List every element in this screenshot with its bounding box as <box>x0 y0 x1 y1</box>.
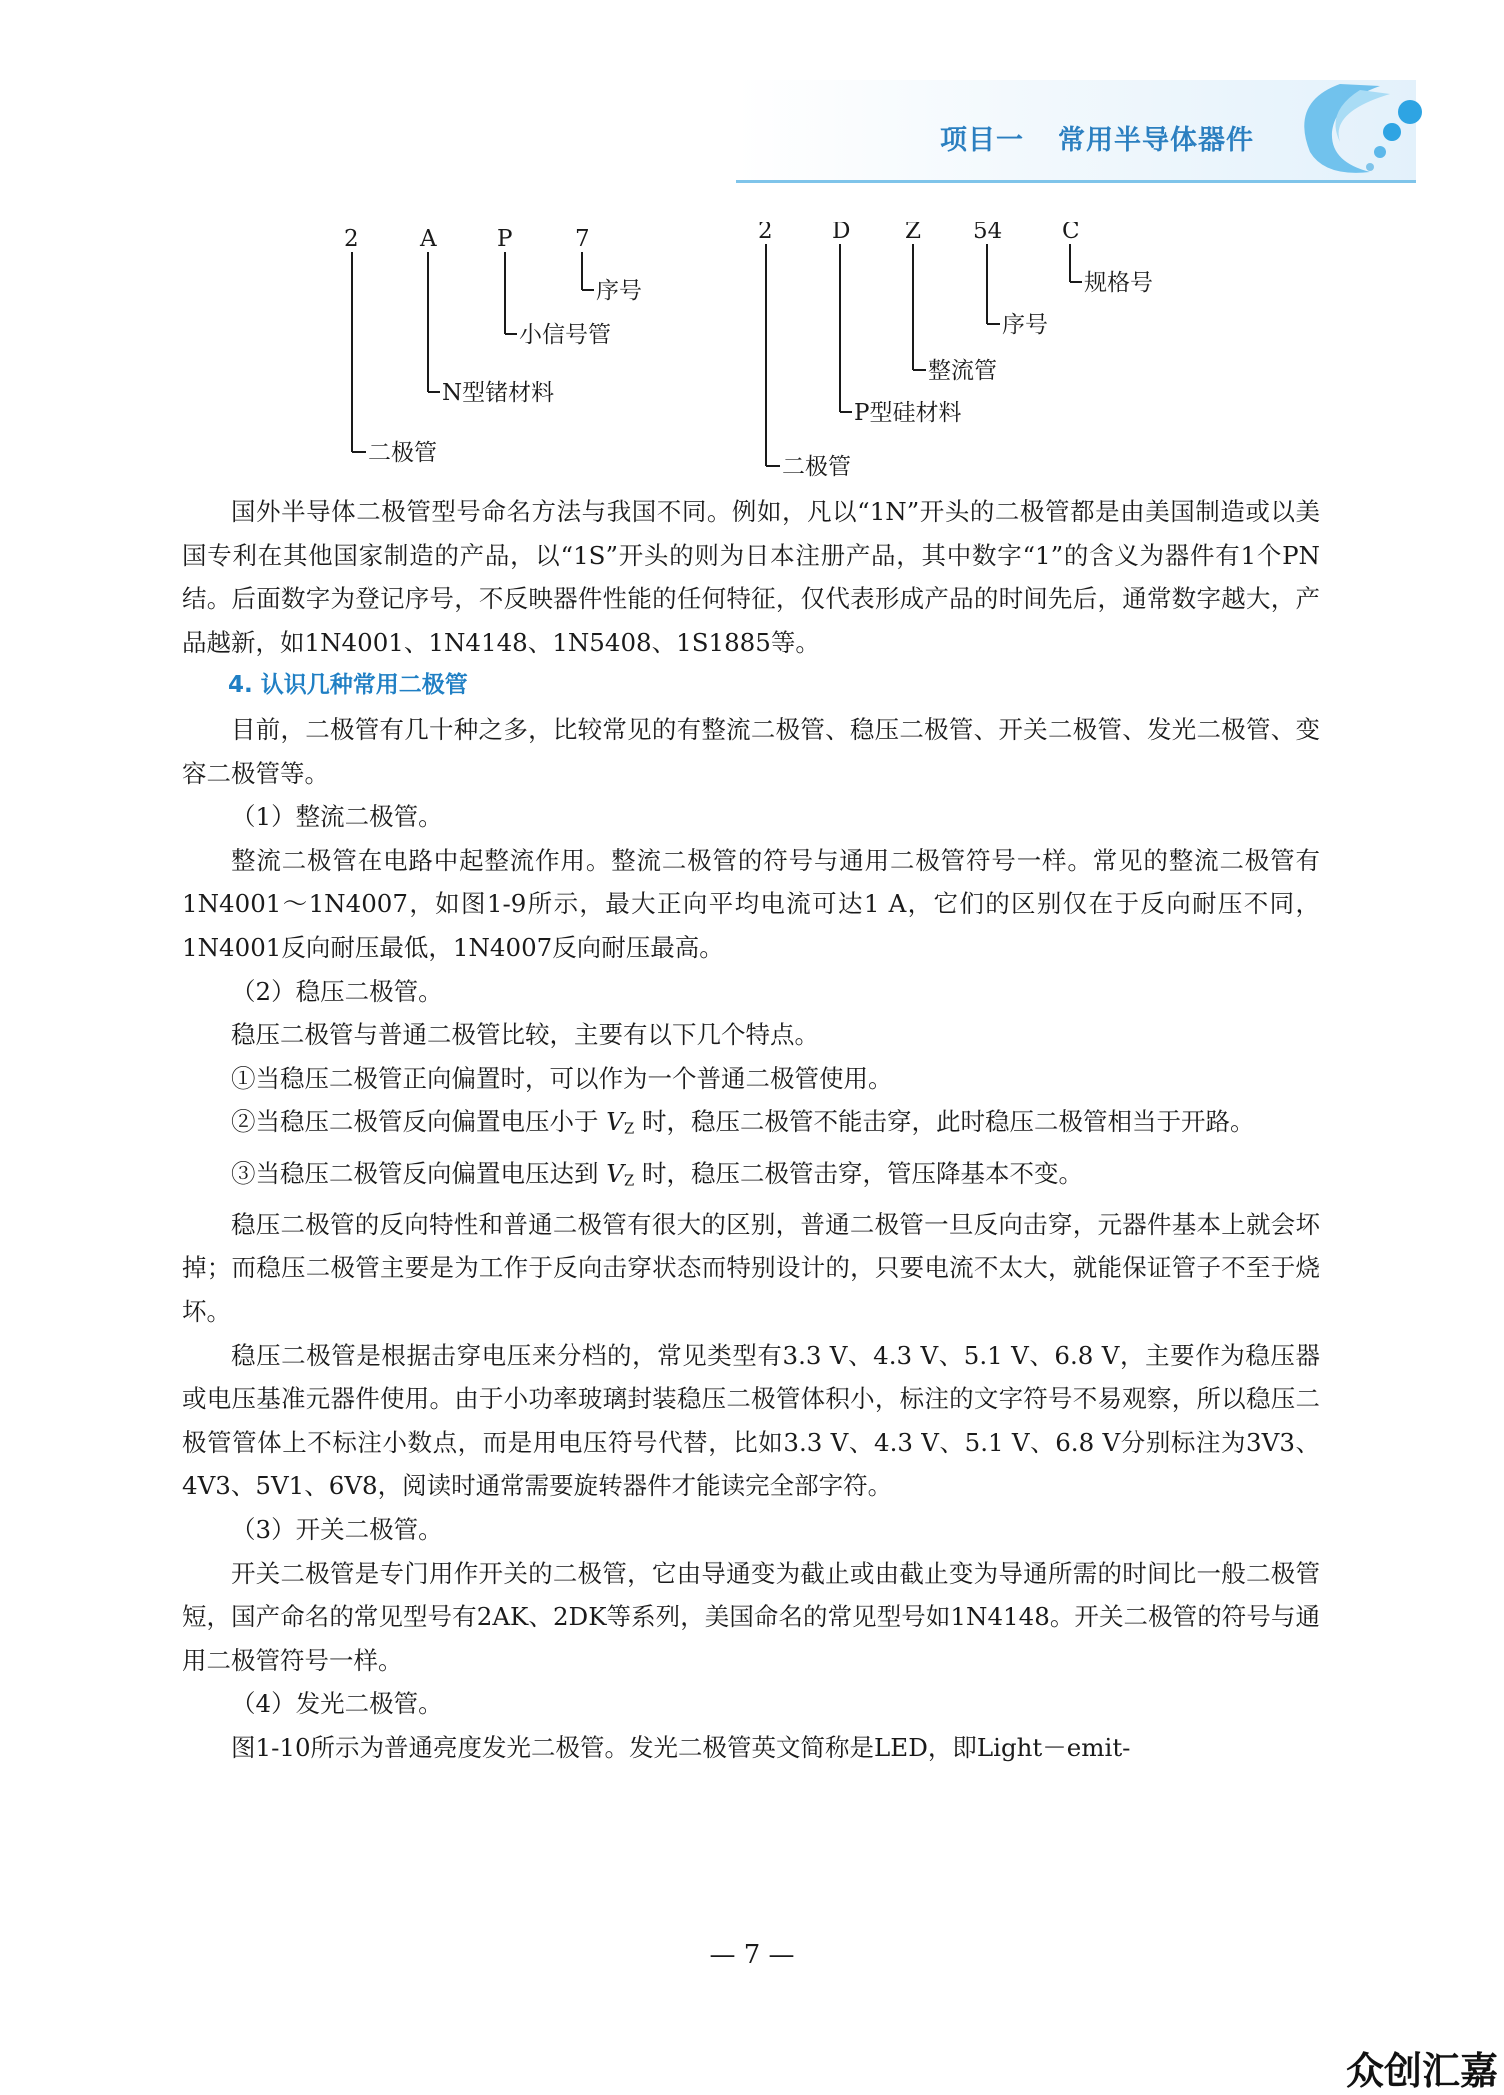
right-label: P型硅材料 <box>854 400 962 426</box>
paragraph: 国外半导体二极管型号命名方法与我国不同。例如，凡以“1N”开头的二极管都是由美国制造或以美国专利在其他国家制造的产品，以“1S”开头的则为日本注册产品，其中数字“1”的含义为器件有1个PN结。后面数字为登记序号，不反映器件性能的任何特征，仅代表形成产品的时间先后，通常数字越大，产品越新，如1N4001、1N4148、1N5408、1S1885等。 <box>182 497 1320 657</box>
left-label: 序号 <box>596 278 642 304</box>
left-code-char: A <box>420 226 437 252</box>
subsection-heading: （4）发光二极管。 <box>231 1689 443 1719</box>
paragraph: 图1-10所示为普通亮度发光二极管。发光二极管英文简称是LED，即Light－emit- <box>231 1732 1131 1762</box>
paragraph: 开关二极管是专门用作开关的二极管，它由导通变为截止或由截止变为导通所需的时间比一般二极管短，国产命名的常见型号有2AK、2DK等系列，美国命名的常见型号如1N4148。开关二极管的符号与通用二极管符号一样。 <box>182 1558 1320 1675</box>
paragraph: 稳压二极管的反向特性和普通二极管有很大的区别，普通二极管一旦反向击穿，元器件基本上就会坏掉；而稳压二极管主要是为工作于反向击穿状态而特别设计的，只要电流不太大，就能保证管子不至于烧坏。 <box>182 1209 1320 1327</box>
right-label: 二极管 <box>782 454 851 480</box>
header-decoration-icon <box>1270 72 1430 192</box>
paragraph: 目前，二极管有几十种之多，比较常见的有整流二极管、稳压二极管、开关二极管、发光二极管、变容二极管等。 <box>182 714 1320 788</box>
right-code-char: 2 <box>758 222 773 244</box>
running-header <box>940 118 1254 157</box>
body-text <box>182 490 1320 1770</box>
left-code-char: 7 <box>575 226 590 252</box>
left-label: N型锗材料 <box>442 380 555 406</box>
header-title: 常用半导体器件 <box>1058 125 1254 156</box>
right-label: 序号 <box>1002 312 1048 338</box>
list-item <box>182 1100 1320 1151</box>
left-code-char: 2 <box>344 226 359 252</box>
list-item <box>182 1152 1320 1203</box>
paragraph: 稳压二极管是根据击穿电压来分档的，常见类型有3.3 V、4.3 V、5.1 V、6.8 V，主要作为稳压器或电压基准元器件使用。由于小功率玻璃封装稳压二极管体积小，标注的文字符号不易观察，所以稳压二极管管体上不标注小数点，而是用电压符号代替，比如3.3 V、4.3 V、5.1 V、6.8 V分别标注为3V3、4V3、5V1、6V8，阅读时通常需要旋转器件才能读完全部字符。 <box>182 1340 1320 1501</box>
page-number: — 7 — <box>709 1940 795 1970</box>
list-item-text: 时，稳压二极管不能击穿，此时稳压二极管相当于开路。 <box>642 1107 1255 1137</box>
subsection-heading: （1）整流二极管。 <box>231 802 443 832</box>
section-heading: 4. 认识几种常用二极管 <box>228 672 468 699</box>
left-label: 小信号管 <box>519 322 611 348</box>
vz-symbol: V <box>606 1107 624 1137</box>
vz-symbol: V <box>606 1158 624 1188</box>
right-code-char: C <box>1062 222 1080 244</box>
list-item-text: 时，稳压二极管击穿，管压降基本不变。 <box>642 1158 1084 1188</box>
left-code-char: P <box>497 226 513 252</box>
list-item: ①当稳压二极管正向偏置时，可以作为一个普通二极管使用。 <box>231 1063 893 1093</box>
vz-subscript: Z <box>624 1120 635 1138</box>
watermark: 众创汇嘉 <box>1345 2049 1498 2093</box>
subsection-heading: （2）稳压二极管。 <box>231 976 443 1006</box>
model-naming-diagram <box>330 222 1170 482</box>
vz-subscript: Z <box>624 1172 635 1190</box>
right-naming-breakdown <box>766 244 1082 466</box>
left-label: 二极管 <box>368 440 437 466</box>
paragraph: 稳压二极管与普通二极管比较，主要有以下几个特点。 <box>231 1020 819 1050</box>
subsection-heading: （3）开关二极管。 <box>231 1515 443 1544</box>
right-code-char: Z <box>905 222 921 244</box>
paragraph: 整流二极管在电路中起整流作用。整流二极管的符号与通用二极管符号一样。常见的整流二极管有1N4001～1N4007，如图1-9所示，最大正向平均电流可达1 A，它们的区别仅在于反向耐压不同，1N4001反向耐压最低，1N4007反向耐压最高。 <box>182 845 1320 962</box>
right-code-char: 54 <box>973 222 1003 244</box>
right-label: 整流管 <box>928 358 997 384</box>
left-naming-breakdown <box>352 252 594 452</box>
list-item-text: ②当稳压二极管反向偏置电压小于 <box>231 1107 599 1137</box>
right-label: 规格号 <box>1084 270 1153 296</box>
list-item-text: ③当稳压二极管反向偏置电压达到 <box>231 1158 599 1188</box>
header-project: 项目一 <box>940 125 1024 156</box>
right-code-char: D <box>832 222 851 244</box>
